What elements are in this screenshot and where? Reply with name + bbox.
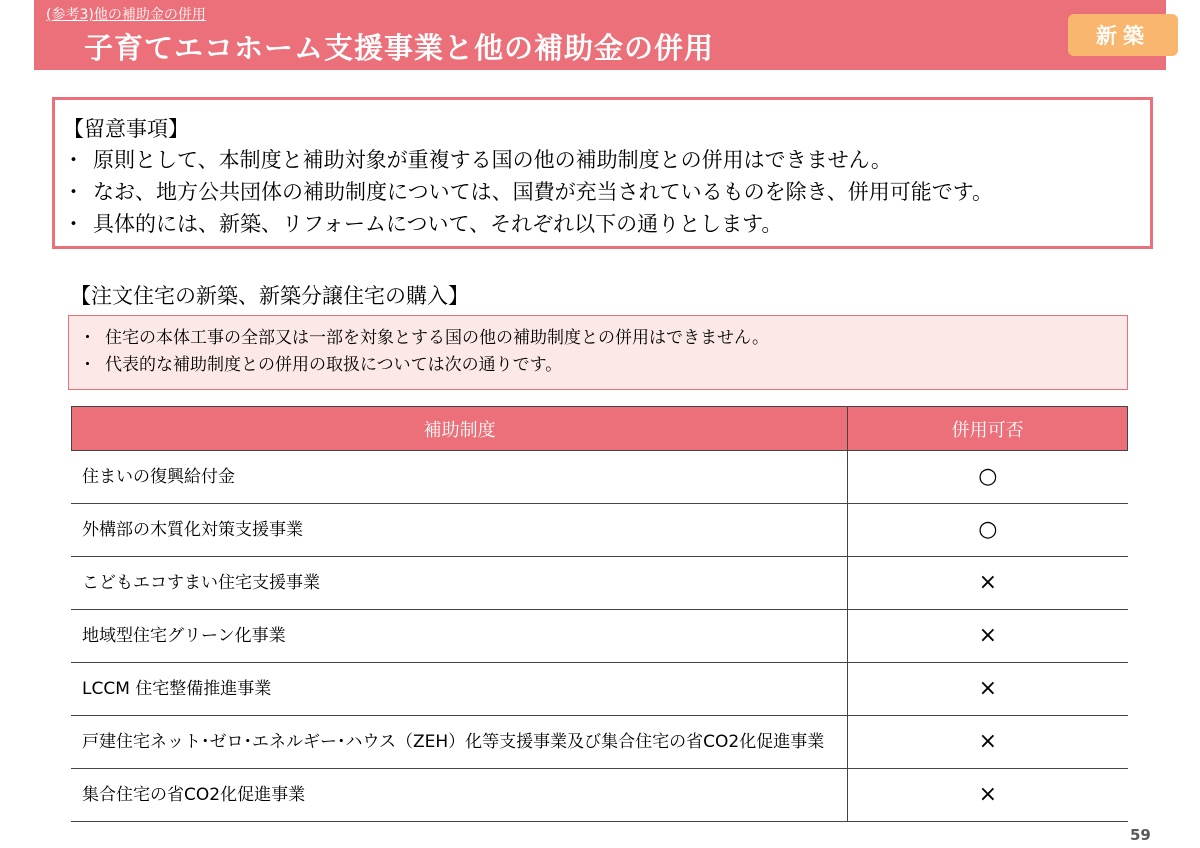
table-row	[72, 716, 1128, 769]
table-row	[72, 557, 1128, 610]
subsidy-name: 集合住宅の省CO2化促進事業	[72, 769, 848, 822]
bullet-icon: ・	[63, 180, 84, 204]
conditions-box	[68, 315, 1128, 390]
notice-item-text: 原則として、本制度と補助対象が重複する国の他の補助制度との併用はできません。	[93, 148, 892, 172]
combinable-mark: ×	[848, 610, 1128, 663]
column-header-subsidy: 補助制度	[72, 407, 848, 451]
notice-item	[63, 176, 1150, 208]
page-header	[34, 0, 1166, 70]
combinable-mark: ×	[848, 663, 1128, 716]
header-subtitle: (参考3)他の補助金の併用	[46, 7, 206, 23]
table-row	[72, 610, 1128, 663]
combinable-mark: ○	[848, 451, 1128, 504]
table-row	[72, 769, 1128, 822]
subsidy-name: 地域型住宅グリーン化事業	[72, 610, 848, 663]
subsidy-name: 戸建住宅ネット･ゼロ･エネルギー･ハウス（ZEH）化等支援事業及び集合住宅の省CO2化促進事業	[72, 716, 848, 769]
page-title: 子育てエコホーム支援事業と他の補助金の併用	[84, 31, 715, 65]
notice-item-text: 具体的には、新築、リフォームについて、それぞれ以下の通りとします。	[93, 212, 783, 236]
notice-item	[63, 208, 1150, 240]
notice-item	[63, 144, 1150, 176]
table-header-row	[72, 407, 1128, 451]
notice-heading: 【留意事項】	[63, 117, 189, 141]
bullet-icon: ・	[63, 148, 84, 172]
combinable-mark: ○	[848, 504, 1128, 557]
page-number: 59	[1130, 826, 1151, 844]
combinable-mark: ×	[848, 557, 1128, 610]
bullet-icon: ・	[79, 355, 96, 375]
subsidy-table	[71, 406, 1128, 822]
condition-item	[79, 325, 1127, 352]
new-build-badge: 新築	[1068, 14, 1178, 56]
condition-item	[79, 352, 1127, 379]
bullet-icon: ・	[79, 328, 96, 348]
notice-item-text: なお、地方公共団体の補助制度については、国費が充当されているものを除き、併用可能です。	[93, 180, 994, 204]
section-title: 【注文住宅の新築、新築分譲住宅の購入】	[70, 284, 469, 308]
condition-item-text: 住宅の本体工事の全部又は一部を対象とする国の他の補助制度との併用はできません。	[105, 328, 770, 348]
subsidy-name: 住まいの復興給付金	[72, 451, 848, 504]
notice-box	[52, 97, 1153, 249]
table-row	[72, 663, 1128, 716]
subsidy-name: LCCM 住宅整備推進事業	[72, 663, 848, 716]
table-row	[72, 451, 1128, 504]
combinable-mark: ×	[848, 716, 1128, 769]
column-header-combinable: 併用可否	[848, 407, 1128, 451]
bullet-icon: ・	[63, 212, 84, 236]
condition-item-text: 代表的な補助制度との併用の取扱については次の通りです。	[105, 355, 563, 375]
subsidy-name: 外構部の木質化対策支援事業	[72, 504, 848, 557]
table-row	[72, 504, 1128, 557]
combinable-mark: ×	[848, 769, 1128, 822]
subsidy-name: こどもエコすまい住宅支援事業	[72, 557, 848, 610]
